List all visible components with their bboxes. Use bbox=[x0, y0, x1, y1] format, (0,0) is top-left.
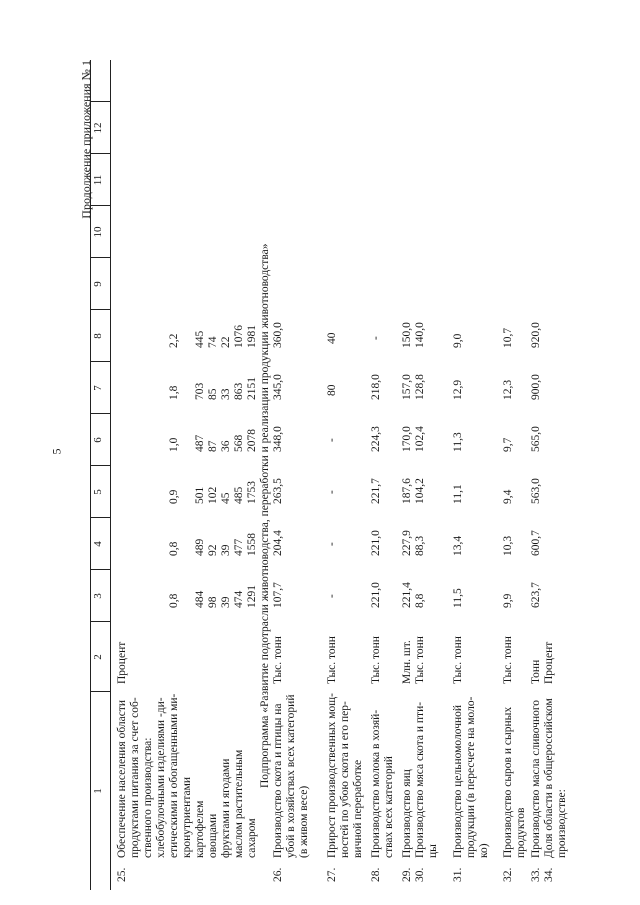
row-name: Производство скота и птицы на убой в хозяйствах всех категорий (в живом весе) bbox=[272, 694, 310, 858]
row-unit: Тыс. тонн bbox=[326, 636, 338, 684]
value-cell: 36 bbox=[220, 440, 232, 452]
column-divider bbox=[90, 517, 110, 518]
row-number: 29. bbox=[401, 867, 413, 882]
rotated-table-page bbox=[80, 60, 620, 890]
header-col-10: 10 bbox=[92, 226, 104, 238]
value-cell: 227,9 bbox=[401, 530, 413, 556]
value-cell: 218,0 bbox=[370, 374, 382, 400]
value-cell: 263,5 bbox=[272, 478, 284, 504]
row-unit: Процент bbox=[116, 641, 128, 684]
value-cell: 8,8 bbox=[414, 593, 426, 608]
column-divider bbox=[90, 257, 110, 258]
row-number: 34. bbox=[543, 867, 555, 882]
row-name: Производство сыров и сырных продуктов bbox=[502, 706, 527, 858]
value-cell: 128,8 bbox=[414, 374, 426, 400]
row-number: 26. bbox=[272, 867, 284, 882]
value-cell: 22 bbox=[220, 336, 232, 348]
value-cell: 1,0 bbox=[168, 437, 180, 452]
value-cell: 900,0 bbox=[530, 374, 542, 400]
value-cell: 39 bbox=[220, 544, 232, 556]
value-cell: 88,3 bbox=[414, 535, 426, 556]
row-number: 30. bbox=[414, 867, 426, 882]
value-cell: 224,3 bbox=[370, 426, 382, 452]
value-cell: 348,0 bbox=[272, 426, 284, 452]
appendix-caption: Продолжение приложения № 1 bbox=[79, 60, 93, 219]
row-name: хлебобулочными изделиями -ди-етическими и обогащенными ми-кронутриентами bbox=[155, 693, 193, 858]
value-cell: 221,0 bbox=[370, 582, 382, 608]
value-cell: 0,9 bbox=[168, 489, 180, 504]
value-cell: - bbox=[370, 336, 382, 340]
value-cell: 863 bbox=[233, 382, 245, 400]
row-number: 31. bbox=[452, 867, 464, 882]
subprogram-heading: Подпрограмма «Развитие подотрасли животноводства, переработки и реализации продукции животноводства» bbox=[259, 243, 271, 788]
header-col-12: 12 bbox=[92, 122, 104, 134]
value-cell: 703 bbox=[194, 382, 206, 400]
header-col-8: 8 bbox=[92, 333, 104, 339]
value-cell: 85 bbox=[207, 388, 219, 400]
column-divider bbox=[90, 413, 110, 414]
value-cell: 1291 bbox=[246, 585, 258, 608]
header-top-rule bbox=[90, 60, 91, 890]
header-col-1: 1 bbox=[92, 788, 104, 794]
value-cell: 221,4 bbox=[401, 582, 413, 608]
row-unit: Тыс. тонн bbox=[414, 636, 426, 684]
row-number: 33. bbox=[530, 867, 542, 882]
value-cell: 12,9 bbox=[452, 379, 464, 400]
value-cell: 920,0 bbox=[530, 322, 542, 348]
row-name: Доля области в общероссийском производстве: bbox=[543, 698, 568, 858]
value-cell: 74 bbox=[207, 336, 219, 348]
value-cell: 477 bbox=[233, 538, 245, 556]
value-cell: 87 bbox=[207, 440, 219, 452]
row-unit: Тыс. тонн bbox=[502, 636, 514, 684]
value-cell: 12,3 bbox=[502, 379, 514, 400]
row-unit: Тыс. тонн bbox=[272, 636, 284, 684]
row-number: 25. bbox=[116, 867, 128, 882]
value-cell: - bbox=[326, 594, 338, 598]
value-cell: 445 bbox=[194, 330, 206, 348]
value-cell: 221,0 bbox=[370, 530, 382, 556]
row-name: фруктами и ягодами bbox=[220, 758, 232, 858]
value-cell: 187,6 bbox=[401, 478, 413, 504]
value-cell: 45 bbox=[220, 492, 232, 504]
value-cell: 104,2 bbox=[414, 478, 426, 504]
header-col-7: 7 bbox=[92, 385, 104, 391]
header-col-9: 9 bbox=[92, 281, 104, 287]
value-cell: 39 bbox=[220, 596, 232, 608]
header-bottom-rule bbox=[110, 60, 111, 890]
value-cell: 80 bbox=[326, 384, 338, 396]
value-cell: 501 bbox=[194, 486, 206, 504]
value-cell: - bbox=[326, 438, 338, 442]
value-cell: 1076 bbox=[233, 325, 245, 348]
column-divider bbox=[90, 691, 110, 692]
row-name: Производство масла сливочного bbox=[530, 699, 542, 858]
column-divider bbox=[90, 205, 110, 206]
value-cell: 40 bbox=[326, 332, 338, 344]
row-name: маслом растительным bbox=[233, 749, 245, 858]
row-name: Производство молока в хозяй-ствах всех категорий bbox=[370, 709, 395, 858]
column-divider bbox=[90, 465, 110, 466]
column-divider bbox=[90, 569, 110, 570]
value-cell: 563,0 bbox=[530, 478, 542, 504]
value-cell: 11,3 bbox=[452, 432, 464, 452]
value-cell: 9,4 bbox=[502, 489, 514, 504]
column-divider bbox=[90, 361, 110, 362]
value-cell: 140,0 bbox=[414, 322, 426, 348]
value-cell: 2078 bbox=[246, 429, 258, 452]
row-name: Производство яиц bbox=[401, 769, 413, 858]
column-divider bbox=[90, 309, 110, 310]
value-cell: 1753 bbox=[246, 481, 258, 504]
value-cell: 10,3 bbox=[502, 535, 514, 556]
value-cell: 11,5 bbox=[452, 588, 464, 608]
value-cell: 1,8 bbox=[168, 385, 180, 400]
value-cell: 102,4 bbox=[414, 426, 426, 452]
value-cell: 1558 bbox=[246, 533, 258, 556]
value-cell: 0,8 bbox=[168, 593, 180, 608]
row-unit: Тыс. тонн bbox=[370, 636, 382, 684]
value-cell: 170,0 bbox=[401, 426, 413, 452]
row-name: Производство цельномолочной продукции (в пересчете на моло-ко) bbox=[452, 696, 490, 858]
value-cell: 221,7 bbox=[370, 478, 382, 504]
row-number: 27. bbox=[326, 867, 338, 882]
row-name: Обеспечение населения области продуктами питания за счет соб-ственного производства: bbox=[116, 697, 154, 858]
value-cell: 345,0 bbox=[272, 374, 284, 400]
value-cell: 102 bbox=[207, 486, 219, 504]
value-cell: 9,7 bbox=[502, 437, 514, 452]
row-unit: Тонн bbox=[530, 659, 542, 684]
row-name: овощами bbox=[207, 813, 219, 858]
header-col-3: 3 bbox=[92, 593, 104, 599]
value-cell: 98 bbox=[207, 596, 219, 608]
value-cell: 485 bbox=[233, 486, 245, 504]
row-unit: Процент bbox=[543, 641, 555, 684]
value-cell: 1981 bbox=[246, 325, 258, 348]
value-cell: - bbox=[326, 542, 338, 546]
value-cell: - bbox=[326, 490, 338, 494]
value-cell: 474 bbox=[233, 590, 245, 608]
value-cell: 92 bbox=[207, 544, 219, 556]
row-number: 28. bbox=[370, 867, 382, 882]
header-col-2: 2 bbox=[92, 654, 104, 660]
row-name: Прирост производственных мощ-ностей по убою скота и его пер-вичной переработке bbox=[326, 693, 364, 858]
header-col-11: 11 bbox=[92, 174, 104, 186]
value-cell: 2,2 bbox=[168, 333, 180, 348]
row-unit: Тыс. тонн bbox=[452, 636, 464, 684]
value-cell: 489 bbox=[194, 538, 206, 556]
row-name: картофелем bbox=[194, 800, 206, 858]
value-cell: 0,8 bbox=[168, 541, 180, 556]
value-cell: 9,0 bbox=[452, 333, 464, 348]
column-divider bbox=[90, 621, 110, 622]
header-col-6: 6 bbox=[92, 437, 104, 443]
value-cell: 360,0 bbox=[272, 322, 284, 348]
value-cell: 487 bbox=[194, 434, 206, 452]
value-cell: 2151 bbox=[246, 377, 258, 400]
value-cell: 204,4 bbox=[272, 530, 284, 556]
column-divider bbox=[90, 101, 110, 102]
value-cell: 568 bbox=[233, 434, 245, 452]
value-cell: 9,9 bbox=[502, 593, 514, 608]
column-divider bbox=[90, 153, 110, 154]
row-unit: Млн. шт. bbox=[401, 640, 413, 684]
value-cell: 157,0 bbox=[401, 374, 413, 400]
value-cell: 565,0 bbox=[530, 426, 542, 452]
value-cell: 150,0 bbox=[401, 322, 413, 348]
header-col-4: 4 bbox=[92, 541, 104, 547]
header-col-5: 5 bbox=[92, 489, 104, 495]
row-number: 32. bbox=[502, 867, 514, 882]
row-name: сахаром bbox=[246, 818, 258, 858]
value-cell: 600,7 bbox=[530, 530, 542, 556]
value-cell: 484 bbox=[194, 590, 206, 608]
value-cell: 33 bbox=[220, 388, 232, 400]
value-cell: 107,7 bbox=[272, 582, 284, 608]
value-cell: 11,1 bbox=[452, 484, 464, 504]
value-cell: 623,7 bbox=[530, 582, 542, 608]
page-number: 5 bbox=[49, 448, 64, 455]
value-cell: 13,4 bbox=[452, 535, 464, 556]
value-cell: 10,7 bbox=[502, 327, 514, 348]
row-name: Производство мяса скота и пти-цы bbox=[414, 701, 439, 858]
